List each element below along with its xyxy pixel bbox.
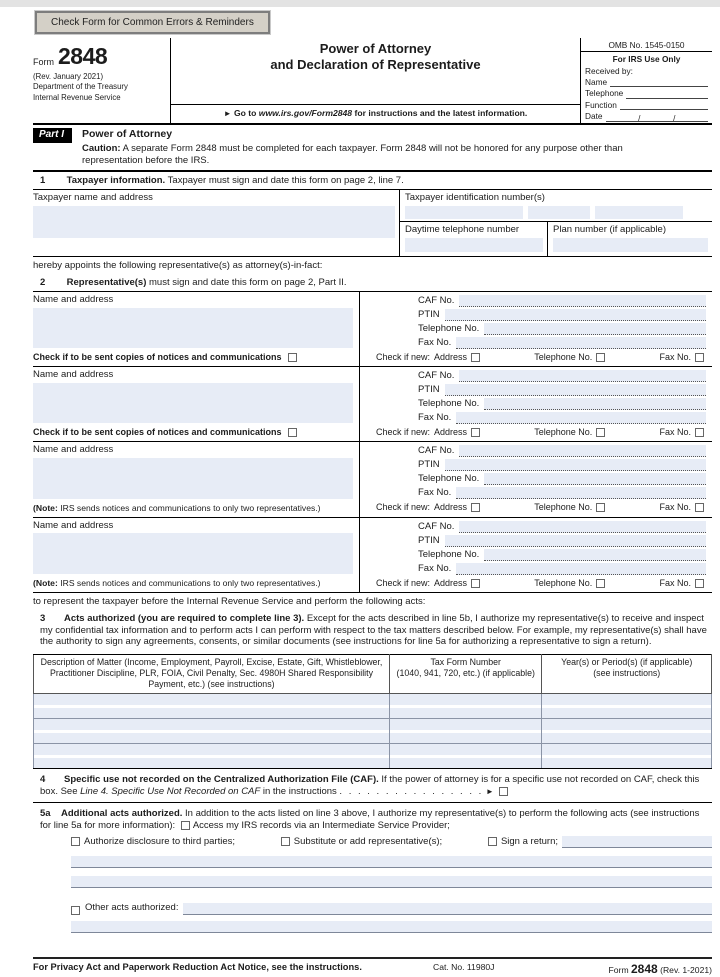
footer-form-word: Form (608, 964, 629, 975)
rep4-contact-cell (360, 518, 712, 592)
form-number: 2848 (58, 43, 108, 69)
rep3-caf-label: CAF No. (418, 445, 455, 457)
rep1-new-telephone-label: Telephone No. (534, 351, 593, 362)
line4-bold-text: Specific use not recorded on the Centralized Authorization File (CAF). (64, 774, 379, 786)
rep4-fax-label: Fax No. (418, 562, 452, 574)
rep1-new-fax-checkbox[interactable] (695, 353, 704, 362)
line2 (33, 274, 712, 291)
taxpayer-info-table (33, 189, 712, 257)
rep3-new-fax-checkbox[interactable] (695, 503, 704, 512)
rep2-caf-field[interactable] (459, 370, 706, 382)
rep4-name-address-label: Name and address (33, 519, 114, 531)
rep4-fax-field[interactable] (456, 563, 706, 575)
line2-text: must sign and date this form on page 2, Part II. (149, 276, 347, 288)
received-telephone-field[interactable] (626, 90, 708, 99)
goto-post-text: for instructions and the latest information. (354, 107, 528, 118)
received-name-label: Name (585, 77, 608, 88)
representative-block-2 (33, 366, 712, 441)
line4-text2: in the instructions (262, 786, 337, 798)
line4 (33, 769, 712, 803)
arrow-right-icon: ► (223, 108, 232, 118)
form-header (33, 38, 712, 125)
goto-instructions-line (171, 104, 580, 121)
form-title (177, 41, 574, 72)
rep2-new-fax-label: Fax No. (659, 427, 691, 438)
rep3-caf-field[interactable] (459, 445, 706, 457)
rep2-name-address-field[interactable] (33, 383, 353, 423)
additional-acts-field-2[interactable] (71, 876, 712, 888)
line3 (33, 610, 712, 653)
acts-col-taxform-line2: (1040, 941, 720, etc.) (if applicable) (396, 668, 535, 679)
rep3-ptin-label: PTIN (418, 459, 440, 471)
taxpayer-plan-cell (548, 222, 712, 256)
form-2848-page1 (0, 38, 720, 977)
form-agency: Internal Revenue Service (33, 93, 121, 103)
acts-taxform-field-3[interactable] (389, 744, 542, 769)
rep4-ptin-label: PTIN (418, 534, 440, 546)
taxpayer-plan-label: Plan number (if applicable) (553, 224, 667, 236)
received-function-label: Function (585, 99, 617, 110)
additional-acts-field-1[interactable] (71, 856, 712, 868)
rep4-name-address-cell (33, 518, 360, 592)
irs-use-only-box (580, 38, 712, 123)
received-telephone-label: Telephone (585, 88, 624, 99)
rep3-name-address-cell (33, 442, 360, 516)
rep2-telephone-label: Telephone No. (418, 398, 480, 410)
taxpayer-tin-cell (400, 190, 712, 222)
line5a-bold-text: Additional acts authorized. (61, 807, 183, 819)
line5a-number: 5a (40, 807, 51, 819)
taxpayer-plan-field[interactable] (553, 238, 708, 252)
access-irs-records-label: Access my IRS records via an Intermediate Service Provider; (192, 819, 450, 831)
rep3-check-if-new-label: Check if new: (376, 502, 431, 513)
rep3-ptin-field[interactable] (445, 459, 706, 471)
line2-number: 2 (40, 276, 46, 288)
rep2-caf-label: CAF No. (418, 370, 455, 382)
rep4-telephone-field[interactable] (484, 549, 706, 561)
rep3-name-address-field[interactable] (33, 458, 353, 499)
rep3-new-telephone-label: Telephone No. (534, 502, 593, 513)
acts-col-years-line1: Year(s) or Period(s) (if applicable) (561, 657, 693, 668)
line4-specific-use-checkbox[interactable] (499, 787, 508, 796)
sign-return-checkbox[interactable] (488, 837, 497, 846)
rep3-fax-label: Fax No. (418, 487, 452, 499)
form-number-block (33, 38, 171, 123)
rep2-new-address-label: Address (434, 427, 468, 438)
line1-bold-text: Taxpayer information. (66, 175, 166, 187)
represent-line: to represent the taxpayer before the Internal Revenue Service and perform the following acts: (33, 592, 712, 610)
rep2-copies-checkbox[interactable] (288, 428, 297, 437)
tin-field-1[interactable] (405, 206, 523, 219)
rep1-fax-label: Fax No. (418, 336, 452, 348)
rep3-contact-cell (360, 442, 712, 516)
received-by-label: Received by: (585, 65, 633, 76)
rep1-new-address-label: Address (434, 351, 468, 362)
rep2-telephone-field[interactable] (484, 398, 706, 410)
footer-form-number: 2848 (631, 961, 658, 976)
rep1-new-telephone-checkbox[interactable] (596, 353, 605, 362)
rep4-ptin-field[interactable] (445, 535, 706, 547)
rep4-new-address-label: Address (434, 577, 468, 588)
line5a-text: In addition to the acts listed on line 3 above, I authorize my representative(s) to perform the following acts (see instructions for line 5a for more information): (40, 807, 700, 831)
rep3-new-address-label: Address (434, 502, 468, 513)
acts-table-row (34, 694, 712, 719)
rep4-caf-field[interactable] (459, 521, 706, 533)
rep2-ptin-label: PTIN (418, 384, 440, 396)
line3-number: 3 (40, 612, 46, 624)
representative-block-1 (33, 291, 712, 366)
caution-text: A separate Form 2848 must be completed for each taxpayer. Form 2848 will not be honored for any purpose other than representation before the IRS. (82, 142, 623, 166)
rep3-fax-field[interactable] (456, 487, 706, 499)
rep3-telephone-label: Telephone No. (418, 473, 480, 485)
rep3-new-fax-label: Fax No. (659, 502, 691, 513)
rep1-caf-label: CAF No. (418, 294, 455, 306)
line5a-options-row (71, 836, 712, 848)
rep1-name-address-cell (33, 292, 360, 366)
rep4-new-fax-label: Fax No. (659, 577, 691, 588)
date-slash-2: / (673, 112, 676, 123)
line3-text: Except for the acts described in line 5b, I authorize my representative(s) to receive and inspect my confidential tax information and to perform acts I can perform with respect to the tax matters described below. For example, my representative(s) shall have the authority to sign any agreements, consents, or similar documents (see instructions for line 5a for authorizing a representative to sign a return). (40, 612, 707, 648)
access-irs-records-checkbox[interactable] (181, 821, 190, 830)
rep1-ptin-field[interactable] (445, 309, 706, 321)
representative-block-3 (33, 441, 712, 516)
footer-form-id (563, 962, 712, 977)
rep2-new-telephone-checkbox[interactable] (596, 428, 605, 437)
rep3-telephone-field[interactable] (484, 473, 706, 485)
form-title-block (171, 38, 580, 123)
substitute-representative-checkbox[interactable] (281, 837, 290, 846)
rep2-new-address-checkbox[interactable] (471, 428, 480, 437)
rep1-contact-cell (360, 292, 712, 366)
form-title-line1: Power of Attorney (319, 41, 432, 56)
part1-title-block (82, 128, 637, 167)
taxpayer-phone-field[interactable] (405, 238, 543, 252)
rep1-ptin-label: PTIN (418, 308, 440, 320)
date-slash-1: / (638, 112, 641, 123)
authorize-disclosure-label: Authorize disclosure to third parties; (84, 835, 236, 847)
rep4-telephone-label: Telephone No. (418, 548, 480, 560)
other-acts-field-2[interactable] (71, 921, 712, 933)
line3-bold-text: Acts authorized (you are required to complete line 3). (64, 612, 305, 624)
line4-number: 4 (40, 774, 46, 786)
acts-col-taxform-header (389, 655, 542, 694)
taxpayer-right-cells (400, 190, 712, 256)
part1-caution (82, 143, 637, 167)
line1-text: Taxpayer must sign and date this form on page 2, line 7. (167, 175, 404, 187)
rep2-fax-field[interactable] (456, 412, 706, 424)
appoints-line: hereby appoints the following representative(s) as attorney(s)-in-fact: (33, 260, 323, 272)
received-date-label: Date (585, 111, 603, 122)
acts-description-field-3[interactable] (34, 744, 390, 769)
other-acts-label: Other acts authorized: (85, 901, 179, 913)
rep1-telephone-label: Telephone No. (418, 322, 480, 334)
taxpayer-tin-label: Taxpayer identification number(s) (405, 192, 545, 204)
form-title-line2: and Declaration of Representative (270, 56, 481, 72)
substitute-representative-label: Substitute or add representative(s); (293, 835, 443, 847)
line4-italic-text: Line 4. Specific Use Not Recorded on CAF (80, 786, 261, 798)
acts-taxform-field-2[interactable] (389, 719, 542, 744)
rep4-new-fax-checkbox[interactable] (695, 579, 704, 588)
rep4-check-if-new-label: Check if new: (376, 577, 431, 588)
rep1-check-if-new-label: Check if new: (376, 351, 431, 362)
caution-label: Caution: (82, 142, 121, 154)
line4-text1: If the power of attorney is for a specific use not recorded on CAF, check this box. See (40, 774, 700, 798)
acts-table-row (34, 744, 712, 769)
line5a (33, 803, 712, 945)
catalog-number: Cat. No. 11980J (433, 961, 495, 972)
other-acts-checkbox[interactable] (71, 906, 80, 915)
part1-title: Power of Attorney (82, 127, 173, 140)
rep2-fax-label: Fax No. (418, 412, 452, 424)
form-revision: (Rev. January 2021) (33, 71, 104, 81)
acts-table-row (34, 719, 712, 744)
line1 (33, 172, 712, 189)
received-date-field[interactable] (606, 113, 708, 122)
goto-pre-text: Go to (233, 107, 257, 118)
acts-taxform-field-1[interactable] (389, 694, 542, 719)
form-department: Department of the Treasury (33, 82, 128, 92)
window-top-strip (0, 0, 720, 7)
rep4-caf-label: CAF No. (418, 520, 455, 532)
rep4-note (33, 578, 321, 589)
rep3-new-address-checkbox[interactable] (471, 503, 480, 512)
check-form-errors-button[interactable]: Check Form for Common Errors & Reminders (35, 11, 270, 34)
rep1-telephone-field[interactable] (484, 323, 706, 335)
acts-col-description-header: Description of Matter (Income, Employment, Payroll, Excise, Estate, Gift, Whistleblower, Practitioner Discipline, PLR, FOIA, Civil Penalty, Sec. 4980H Shared Responsibility Payment, etc.) (see instructions) (34, 655, 390, 694)
rep4-note-text: IRS sends notices and communications to only two representatives.) (60, 578, 321, 589)
irs-use-only-label: For IRS Use Only (612, 54, 681, 65)
part1-badge: Part I (33, 128, 72, 143)
rep2-new-fax-checkbox[interactable] (695, 428, 704, 437)
pdf-toolbar (0, 7, 720, 38)
rep4-new-address-checkbox[interactable] (471, 579, 480, 588)
taxpayer-phone-cell (400, 222, 548, 256)
received-function-field[interactable] (620, 101, 708, 110)
acts-col-years-line2: (see instructions) (593, 668, 661, 679)
rep1-copies-checkbox[interactable] (288, 353, 297, 362)
acts-authorized-table (33, 654, 712, 769)
tin-field-3[interactable] (595, 206, 683, 219)
acts-years-field-1[interactable] (542, 694, 712, 719)
rep2-name-address-label: Name and address (33, 369, 114, 381)
acts-years-field-2[interactable] (542, 719, 712, 744)
rep1-copies-label: Check if to be sent copies of notices and communications (33, 351, 282, 362)
page-footer (33, 957, 712, 977)
rep2-copies-label: Check if to be sent copies of notices and communications (33, 427, 282, 438)
tin-field-2[interactable] (528, 206, 590, 219)
rep4-new-telephone-label: Telephone No. (534, 577, 593, 588)
omb-number: OMB No. 1545-0150 (581, 38, 712, 52)
acts-description-field-1[interactable] (34, 694, 390, 719)
part1-section-header (33, 125, 712, 173)
rep3-note (33, 503, 321, 514)
rep3-note-bold: (Note: (33, 502, 58, 513)
rep2-ptin-field[interactable] (445, 384, 706, 396)
rep2-check-if-new-label: Check if new: (376, 427, 431, 438)
rep3-note-text: IRS sends notices and communications to only two representatives.) (60, 502, 321, 513)
line1-number: 1 (40, 175, 46, 187)
rep1-name-address-field[interactable] (33, 308, 353, 348)
taxpayer-name-address-cell (33, 190, 400, 256)
goto-url: www.irs.gov/Form2848 (258, 107, 353, 118)
acts-col-years-header (542, 655, 712, 694)
rep4-note-bold: (Note: (33, 578, 58, 589)
rep1-name-address-label: Name and address (33, 293, 114, 305)
rep4-new-telephone-checkbox[interactable] (596, 579, 605, 588)
rep1-fax-field[interactable] (456, 337, 706, 349)
line2-bold-text: Representative(s) (66, 276, 147, 288)
rep2-name-address-cell (33, 367, 360, 441)
other-acts-field-1[interactable] (183, 903, 712, 915)
received-name-field[interactable] (610, 78, 708, 87)
privacy-act-notice: For Privacy Act and Paperwork Reduction Act Notice, see the instructions. (33, 961, 362, 972)
acts-description-field-2[interactable] (34, 719, 390, 744)
arrow-right-icon: ► (485, 787, 494, 797)
representative-block-4 (33, 517, 712, 592)
taxpayer-phone-label: Daytime telephone number (405, 224, 520, 236)
sign-return-label: Sign a return; (500, 835, 558, 847)
line4-dot-leaders: . . . . . . . . . . . . . . . . (339, 786, 484, 798)
acts-col-taxform-line1: Tax Form Number (430, 657, 501, 668)
other-acts-row (71, 902, 712, 915)
rep3-new-telephone-checkbox[interactable] (596, 503, 605, 512)
rep1-caf-field[interactable] (459, 295, 706, 307)
acts-years-field-3[interactable] (542, 744, 712, 769)
rep1-new-fax-label: Fax No. (659, 351, 691, 362)
footer-form-rev: (Rev. 1-2021) (660, 964, 712, 975)
rep1-new-address-checkbox[interactable] (471, 353, 480, 362)
sign-return-field[interactable] (562, 836, 712, 848)
taxpayer-name-address-field[interactable] (33, 206, 395, 238)
form-word: Form (33, 56, 54, 67)
rep4-name-address-field[interactable] (33, 533, 353, 574)
authorize-disclosure-checkbox[interactable] (71, 837, 80, 846)
rep2-new-telephone-label: Telephone No. (534, 427, 593, 438)
taxpayer-name-address-label: Taxpayer name and address (33, 192, 153, 204)
rep2-contact-cell (360, 367, 712, 441)
rep3-name-address-label: Name and address (33, 444, 114, 456)
